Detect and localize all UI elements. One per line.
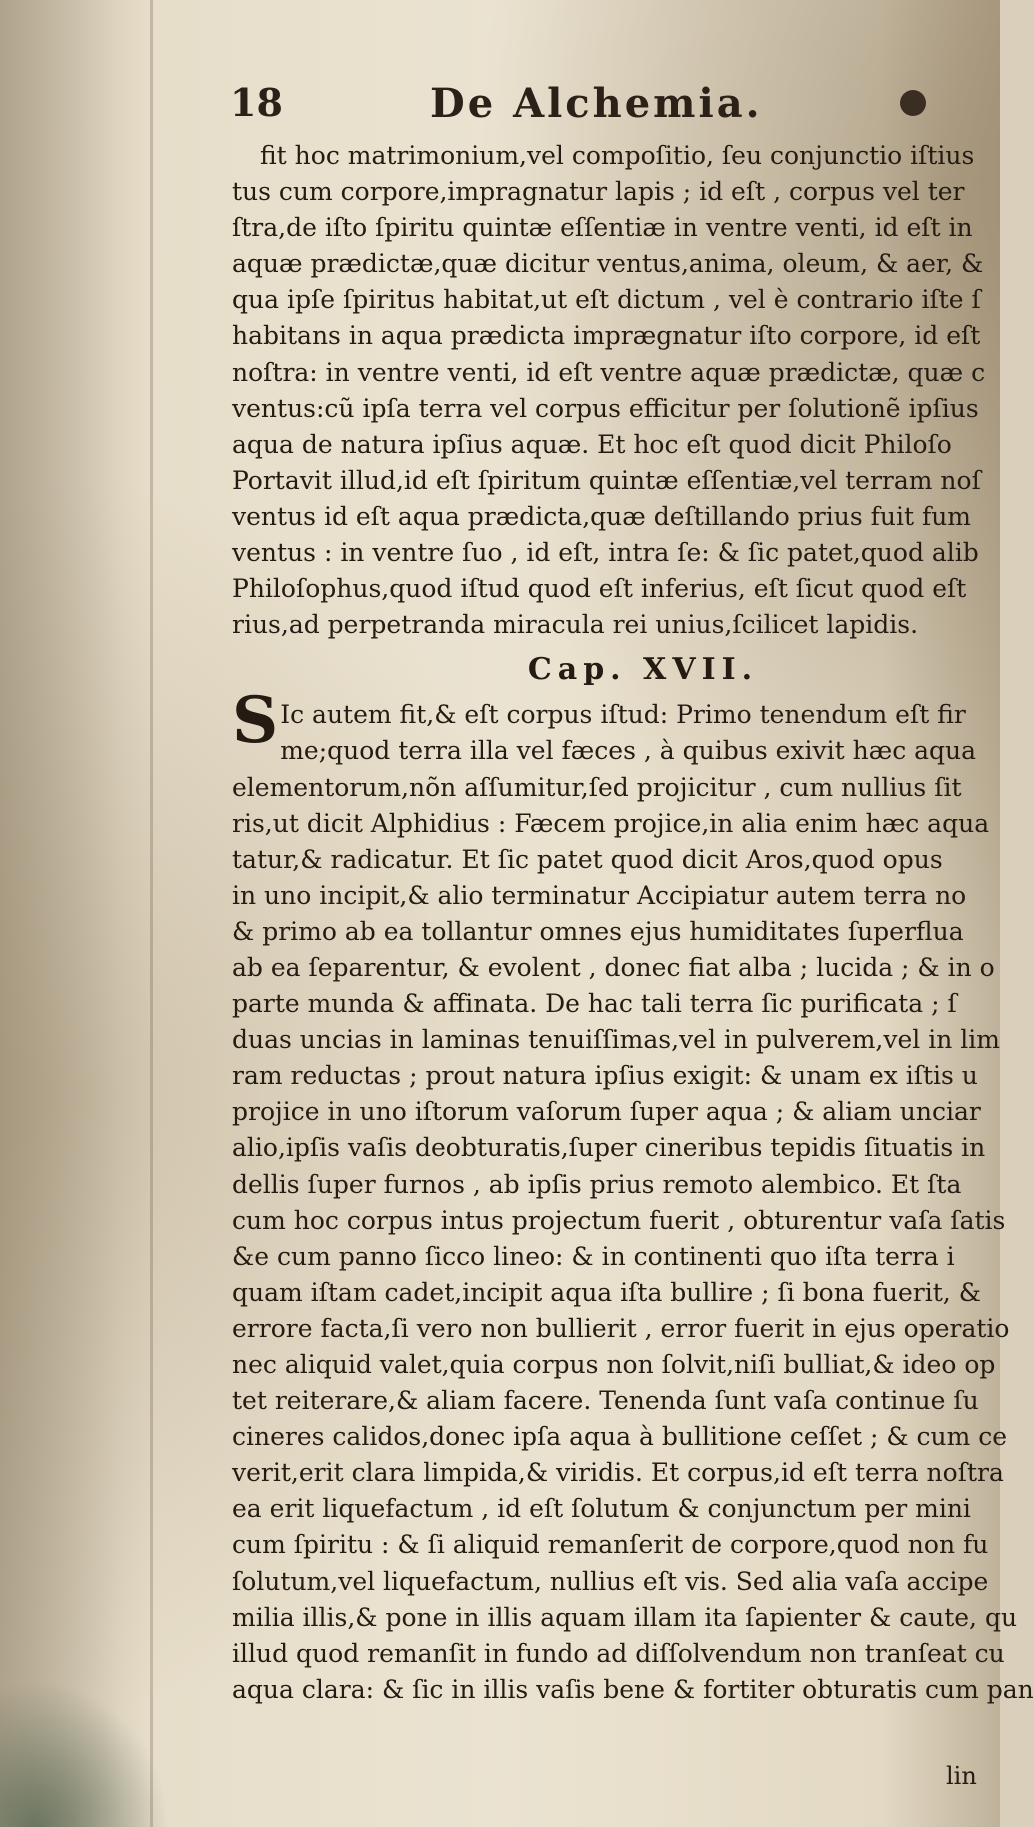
text-line: Philoſophus,quod iſtud quod eſt inferius, eſt ſicut quod eſt [232, 574, 967, 604]
catchword: lin [946, 1762, 977, 1790]
text-line: dellis ſuper furnos , ab ipſis prius remoto alembico. Et ſta [232, 1169, 962, 1199]
text-line: errore facta,ſi vero non bullierit , error fuerit in ejus operatio [232, 1313, 1010, 1343]
text-line: cineres calidos,donec ipſa aqua à bullitione ceſſet ; & cum ce [232, 1422, 1008, 1452]
text-line: duas uncias in laminas tenuiſſimas,vel in pulverem,vel in lim [232, 1025, 1000, 1055]
text-line: ventus id eſt aqua prædicta,quæ deſtillando prius fuit fum [232, 501, 972, 531]
text-line: fit hoc matrimonium,vel compoſitio, ſeu conjunctio iſtius [260, 141, 975, 170]
text-line: tatur,& radicatur. Et ſic patet quod dicit Aros,quod opus [232, 844, 943, 874]
text-line: parte munda & affinata. De hac tali terra ſic purificata ; ſ [232, 989, 957, 1019]
page-header [230, 80, 970, 130]
chapter-heading: Cap. XVII. [527, 652, 759, 688]
text-line: nec aliquid valet,quia corpus non ſolvit,niſi bulliat,& ideo op [232, 1350, 996, 1379]
text-line: aqua clara: & ſic in illis vaſis bene & fortiter obturatis cum pan [232, 1674, 1034, 1704]
text-line: cum ſpiritu : & ſi aliquid remanſerit de corpore,quod non fu [232, 1530, 989, 1560]
body-text [232, 138, 1034, 1708]
page-stain [0, 1680, 170, 1827]
text-line: ea erit liquefactum , id eſt ſolutum & conjunctum per mini [232, 1494, 971, 1524]
text-line: tet reiterare,& aliam facere. Tenenda ſunt vaſa continue ſu [232, 1386, 979, 1416]
text-line: aqua de natura ipſius aquæ. Et hoc eſt quod dicit Philoſo [232, 429, 952, 459]
text-line: milia illis,& pone in illis aquam illam ita ſapienter & caute, qu [232, 1602, 1018, 1632]
text-line: noſtra: in ventre venti, id eſt ventre aquæ prædictæ, quæ c [232, 357, 986, 387]
running-title: De Alchemia. [430, 80, 763, 127]
drop-cap: S [232, 683, 279, 759]
text-line: aquæ prædictæ,quæ dicitur ventus,anima, oleum, & aer, & [232, 249, 984, 279]
page-number: 18 [230, 80, 283, 125]
text-line: verit,erit clara limpida,& viridis. Et corpus,id eſt terra noſtra [232, 1458, 1004, 1488]
text-line: in uno incipit,& alio terminatur Accipiatur autem terra no [232, 880, 967, 910]
text-line: tus cum corpore,impragnatur lapis ; id eſt , corpus vel ter [232, 177, 965, 207]
text-line: alio,ipſis vaſis deobturatis,ſuper cineribus tepidis ſituatis in [232, 1133, 986, 1163]
page-gutter-shadow [0, 0, 150, 1827]
text-line: ab ea ſeparentur, & evolent , donec fiat alba ; lucida ; & in o [232, 952, 995, 982]
text-line: & primo ab ea tollantur omnes ejus humiditates ſuperflua [232, 916, 964, 946]
text-line: me;quod terra illa vel fæces , à quibus exivit hæc aqua [280, 736, 977, 766]
text-line: &e cum panno ſicco lineo: & in continenti quo iſta terra i [232, 1241, 955, 1271]
paragraph-chapter [232, 683, 1034, 1708]
paragraph-top [232, 138, 994, 643]
text-line: habitans in aqua prædicta imprægnatur iſto corpore, id eſt [232, 321, 981, 351]
text-line: ris,ut dicit Alphidius : Fæcem projice,in alia enim hæc aqua [232, 808, 990, 838]
text-line: Portavit illud,id eſt ſpiritum quintæ eſſentiæ,vel terram noſ [232, 465, 981, 495]
text-line: ventus:cũ ipſa terra vel corpus efficitur per ſolutionẽ ipſius [232, 393, 979, 423]
ink-blot-icon [900, 90, 926, 116]
text-line: ventus : in ventre ſuo , id eſt, intra ſe: & ſic patet,quod alib [232, 538, 979, 568]
text-line: ſtra,de iſto ſpiritu quintæ eſſentiæ in ventre venti, id eſt in [232, 213, 973, 243]
text-line: illud quod remanſit in fundo ad diſſolvendum non tranſeat cu [232, 1638, 1005, 1668]
text-line: elementorum,nõn aſſumitur,ſed projicitur , cum nullius ſit [232, 772, 962, 802]
text-line: cum hoc corpus intus projectum fuerit , obturentur vaſa ſatis [232, 1205, 1006, 1235]
text-line: ſolutum,vel liquefactum, nullius eſt vis. Sed alia vaſa accipe [232, 1566, 989, 1596]
first-line-text: Ic autem fit,& eſt corpus iſtud: Primo tenendum eſt fir [280, 700, 966, 730]
text-line: rius,ad perpetranda miracula rei unius,ſcilicet lapidis. [232, 610, 919, 640]
page-crease [150, 0, 153, 1827]
text-line: projice in uno iſtorum vaſorum ſuper aqua ; & aliam unciar [232, 1097, 981, 1127]
text-line: quam iſtam cadet,incipit aqua iſta bullire ; ſi bona fuerit, & [232, 1277, 981, 1307]
text-line: qua ipſe ſpiritus habitat,ut eſt dictum , vel è contrario iſte ſ [232, 285, 981, 315]
text-line: ram reductas ; prout natura ipſius exigit: & unam ex iſtis u [232, 1061, 978, 1091]
